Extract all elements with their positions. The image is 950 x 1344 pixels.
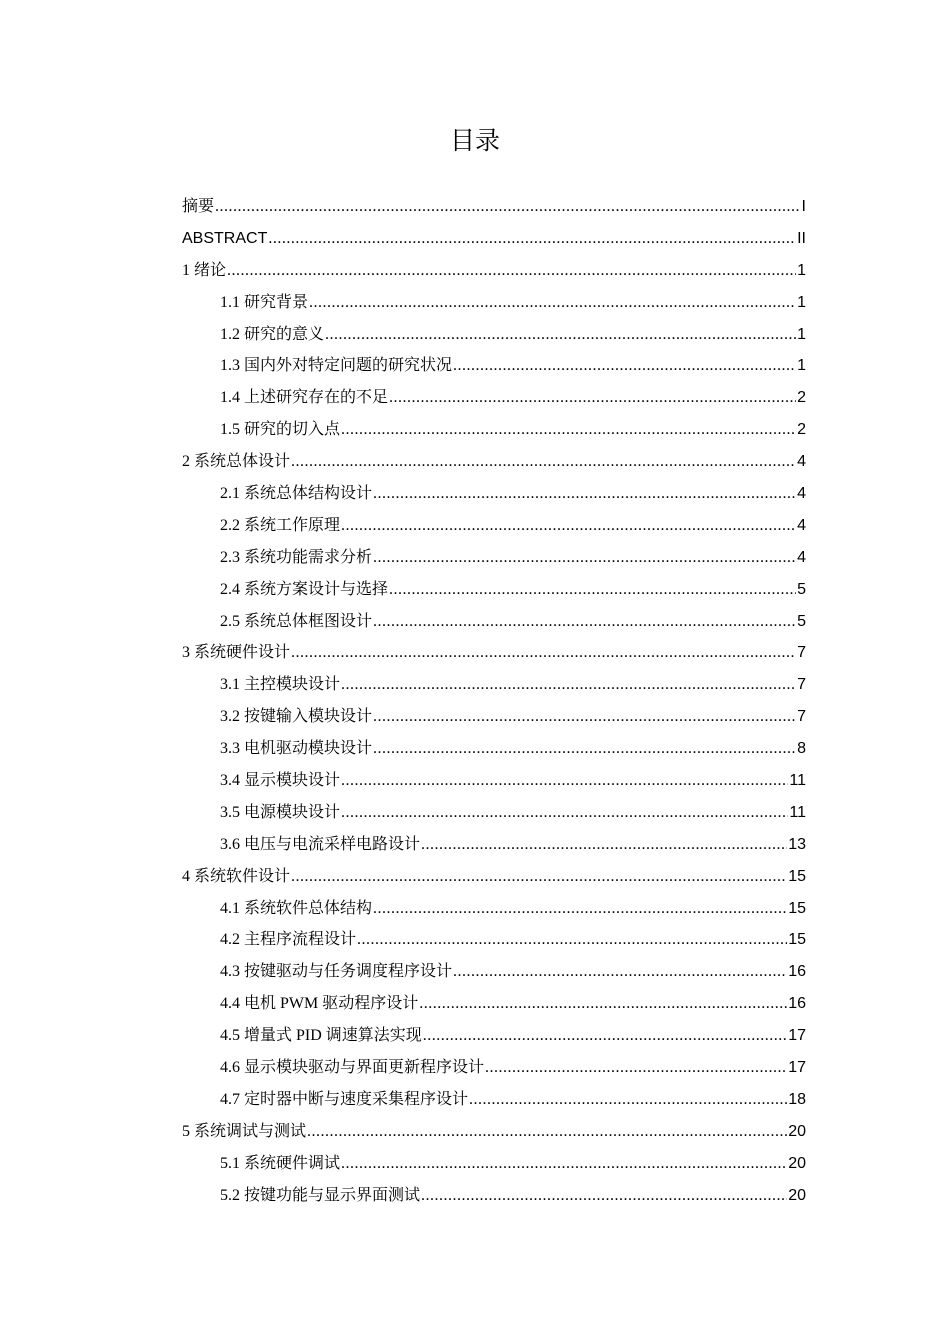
toc-entry[interactable] <box>182 350 806 382</box>
toc-dot-leader <box>341 765 788 797</box>
toc-entry[interactable] <box>182 701 806 733</box>
toc-entry-title: 2.4 系统方案设计与选择 <box>220 580 389 598</box>
toc-entry[interactable] <box>182 382 806 414</box>
toc-dot-leader <box>341 797 788 829</box>
toc-dot-leader <box>419 988 787 1020</box>
toc-entry-page-number: 4 <box>797 548 806 566</box>
toc-entry-title: 4.1 系统软件总体结构 <box>220 899 373 917</box>
toc-entry-page-number: 7 <box>797 644 806 662</box>
toc-dot-leader <box>307 1116 787 1148</box>
toc-dot-leader <box>373 893 787 925</box>
toc-dot-leader <box>227 255 796 287</box>
toc-entry-page-number: 17 <box>788 1027 806 1045</box>
toc-dot-leader <box>453 956 787 988</box>
toc-entry[interactable] <box>182 255 806 287</box>
toc-entry-page-number: 5 <box>797 612 806 630</box>
toc-entry[interactable] <box>182 1148 806 1180</box>
toc-dot-leader <box>357 924 787 956</box>
toc-dot-leader <box>291 446 796 478</box>
toc-entry-page-number: 1 <box>797 293 806 311</box>
toc-entry-title: 5.1 系统硬件调试 <box>220 1154 341 1172</box>
toc-entry[interactable] <box>182 956 806 988</box>
toc-entry-title: 3 系统硬件设计 <box>182 644 291 662</box>
toc-entry-page-number: 15 <box>788 867 806 885</box>
toc-entry-title: ABSTRACT <box>182 229 268 247</box>
toc-entry-page-number: 20 <box>788 1154 806 1172</box>
toc-dot-leader <box>373 606 796 638</box>
toc-dot-leader <box>215 191 801 223</box>
toc-entry-page-number: 1 <box>797 325 806 343</box>
toc-entry-page-number: 20 <box>788 1186 806 1204</box>
toc-dot-leader <box>341 510 796 542</box>
toc-dot-leader <box>453 350 796 382</box>
toc-dot-leader <box>373 478 796 510</box>
toc-entry[interactable] <box>182 510 806 542</box>
toc-entry-page-number: 15 <box>788 931 806 949</box>
toc-entry[interactable] <box>182 446 806 478</box>
toc-entry-title: 3.6 电压与电流采样电路设计 <box>220 835 421 853</box>
toc-entry-page-number: 2 <box>797 421 806 439</box>
toc-entry-page-number: 18 <box>788 1090 806 1108</box>
table-of-contents <box>182 191 806 1212</box>
toc-entry-page-number: 11 <box>789 772 806 790</box>
toc-title: 目录 <box>449 126 500 155</box>
toc-dot-leader <box>389 574 796 606</box>
toc-dot-leader <box>421 1180 787 1212</box>
toc-entry[interactable] <box>182 924 806 956</box>
toc-dot-leader <box>309 287 796 319</box>
toc-entry-title: 4.2 主程序流程设计 <box>220 931 357 949</box>
toc-entry-title: 1 绪论 <box>182 261 227 279</box>
toc-entry[interactable] <box>182 893 806 925</box>
toc-dot-leader <box>373 733 796 765</box>
toc-entry-title: 1.3 国内外对特定问题的研究状况 <box>220 357 453 375</box>
toc-entry-title: 2.2 系统工作原理 <box>220 516 341 534</box>
toc-entry[interactable] <box>182 414 806 446</box>
toc-entry[interactable] <box>182 191 806 223</box>
toc-entry[interactable] <box>182 1084 806 1116</box>
toc-entry-page-number: 4 <box>797 485 806 503</box>
toc-entry-page-number: 1 <box>797 261 806 279</box>
toc-dot-leader <box>341 669 796 701</box>
toc-entry-page-number: 20 <box>788 1122 806 1140</box>
toc-entry-title: 1.5 研究的切入点 <box>220 421 341 439</box>
toc-entry[interactable] <box>182 287 806 319</box>
toc-entry-page-number: 17 <box>788 1059 806 1077</box>
toc-entry[interactable] <box>182 1116 806 1148</box>
toc-entry-title: 4 系统软件设计 <box>182 867 291 885</box>
toc-dot-leader <box>373 542 796 574</box>
toc-entry-page-number: 16 <box>788 963 806 981</box>
toc-entry-page-number: 5 <box>797 580 806 598</box>
toc-dot-leader <box>341 1148 787 1180</box>
toc-entry-title: 3.4 显示模块设计 <box>220 772 341 790</box>
toc-entry-page-number: 4 <box>797 453 806 471</box>
toc-entry[interactable] <box>182 1180 806 1212</box>
toc-entry[interactable] <box>182 319 806 351</box>
toc-entry[interactable] <box>182 478 806 510</box>
toc-dot-leader <box>389 382 796 414</box>
toc-dot-leader <box>325 319 796 351</box>
toc-entry[interactable] <box>182 829 806 861</box>
toc-entry-title: 1.4 上述研究存在的不足 <box>220 389 389 407</box>
toc-entry-page-number: 13 <box>788 835 806 853</box>
toc-entry-title: 4.3 按键驱动与任务调度程序设计 <box>220 963 453 981</box>
toc-entry-title: 3.1 主控模块设计 <box>220 676 341 694</box>
toc-entry[interactable] <box>182 637 806 669</box>
toc-dot-leader <box>423 1020 787 1052</box>
toc-entry-title: 3.5 电源模块设计 <box>220 803 341 821</box>
toc-dot-leader <box>485 1052 787 1084</box>
toc-entry[interactable] <box>182 542 806 574</box>
toc-dot-leader <box>268 223 796 255</box>
toc-entry-title: 4.7 定时器中断与速度采集程序设计 <box>220 1090 469 1108</box>
toc-entry[interactable] <box>182 606 806 638</box>
toc-dot-leader <box>373 701 796 733</box>
toc-entry-page-number: 8 <box>797 740 806 758</box>
toc-entry-title: 2.3 系统功能需求分析 <box>220 548 373 566</box>
toc-entry-title: 1.2 研究的意义 <box>220 325 325 343</box>
toc-entry-title: 3.3 电机驱动模块设计 <box>220 740 373 758</box>
toc-entry-page-number: 1 <box>797 357 806 375</box>
toc-entry-title: 2 系统总体设计 <box>182 453 291 471</box>
toc-entry[interactable] <box>182 733 806 765</box>
toc-dot-leader <box>291 861 787 893</box>
toc-entry-title: 3.2 按键输入模块设计 <box>220 708 373 726</box>
toc-dot-leader <box>291 637 796 669</box>
toc-entry-title: 5.2 按键功能与显示界面测试 <box>220 1186 421 1204</box>
toc-entry-title: 4.6 显示模块驱动与界面更新程序设计 <box>220 1059 485 1077</box>
toc-entry[interactable] <box>182 988 806 1020</box>
toc-entry-title: 4.5 增量式 PID 调速算法实现 <box>220 1027 422 1045</box>
toc-entry[interactable] <box>182 1020 806 1052</box>
toc-dot-leader <box>341 414 796 446</box>
toc-entry-page-number: 16 <box>788 995 806 1013</box>
toc-dot-leader <box>469 1084 787 1116</box>
toc-entry[interactable] <box>182 765 806 797</box>
toc-entry-page-number: 2 <box>797 389 806 407</box>
toc-entry-page-number: II <box>797 229 806 247</box>
toc-entry-title: 2.5 系统总体框图设计 <box>220 612 373 630</box>
toc-entry[interactable] <box>182 861 806 893</box>
toc-entry-page-number: 7 <box>797 708 806 726</box>
toc-entry-title: 1.1 研究背景 <box>220 293 309 311</box>
toc-entry[interactable] <box>182 797 806 829</box>
toc-entry-title: 4.4 电机 PWM 驱动程序设计 <box>220 995 419 1013</box>
toc-entry-page-number: 15 <box>788 899 806 917</box>
toc-entry-page-number: I <box>801 198 806 215</box>
toc-entry[interactable] <box>182 574 806 606</box>
toc-entry-page-number: 7 <box>797 676 806 694</box>
toc-entry-title: 5 系统调试与测试 <box>182 1122 307 1140</box>
toc-entry-title: 摘要 <box>182 198 215 215</box>
toc-entry-title: 2.1 系统总体结构设计 <box>220 485 373 503</box>
toc-entry-page-number: 4 <box>797 516 806 534</box>
toc-entry-page-number: 11 <box>789 803 806 821</box>
toc-entry[interactable] <box>182 669 806 701</box>
toc-entry[interactable] <box>182 1052 806 1084</box>
toc-entry[interactable] <box>182 223 806 255</box>
toc-dot-leader <box>421 829 787 861</box>
